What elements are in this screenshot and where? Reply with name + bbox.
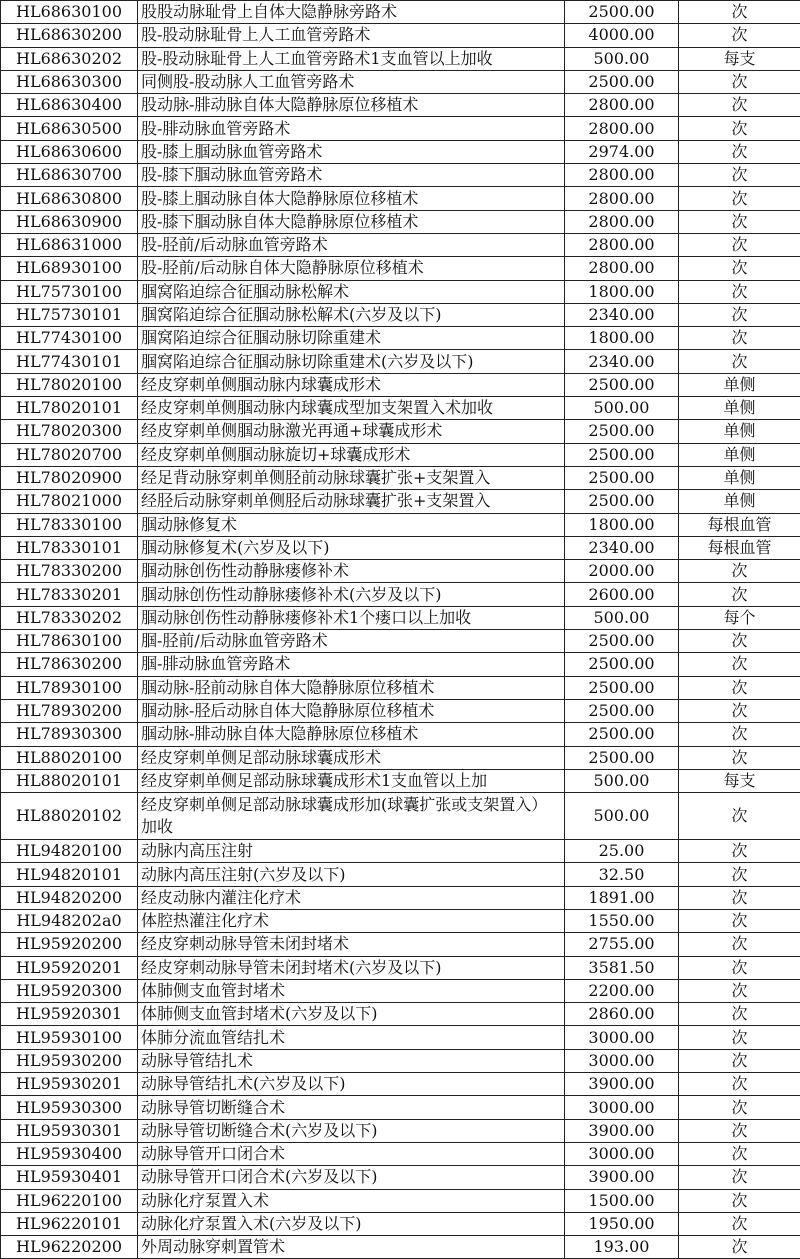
item-unit-cell: 次 [679,956,800,979]
item-unit-cell: 每支 [679,769,800,792]
item-code-cell: HL78020900 [1,466,138,489]
item-price-cell: 2500.00 [565,466,679,489]
item-name-cell: 股-胫前/后动脉血管旁路术 [138,233,565,256]
item-name-cell: 股-股动脉耻骨上人工血管旁路术 [138,24,565,47]
item-code-cell: HL68630800 [1,187,138,210]
item-code-cell: HL78330200 [1,560,138,583]
table-row [1,466,800,489]
item-unit-cell: 次 [679,699,800,722]
item-unit-cell: 次 [679,210,800,233]
item-price-cell: 2800.00 [565,164,679,187]
item-code-cell: HL68630900 [1,210,138,233]
item-unit-cell: 次 [679,1236,800,1259]
table-row [1,653,800,676]
item-code-cell: HL78020100 [1,373,138,396]
item-name-cell: 体肺分流血管结扎术 [138,1026,565,1049]
item-unit-cell: 单侧 [679,490,800,513]
item-unit-cell: 次 [679,1119,800,1142]
item-price-cell: 32.50 [565,863,679,886]
item-price-cell: 2800.00 [565,210,679,233]
item-name-cell: 同侧股-股动脉人工血管旁路术 [138,70,565,93]
item-price-cell: 2500.00 [565,746,679,769]
item-code-cell: HL68630202 [1,47,138,70]
item-price-cell: 2974.00 [565,140,679,163]
item-code-cell: HL95920300 [1,979,138,1002]
item-unit-cell: 次 [679,1073,800,1096]
item-code-cell: HL78020300 [1,420,138,443]
item-unit-cell: 每支 [679,47,800,70]
item-unit-cell: 单侧 [679,373,800,396]
table-row [1,560,800,583]
item-unit-cell: 次 [679,1,800,24]
table-row [1,257,800,280]
item-name-cell: 腘-腓动脉血管旁路术 [138,653,565,676]
item-name-cell: 外周动脉穿刺置管术 [138,1236,565,1259]
table-row [1,746,800,769]
table-row [1,350,800,373]
fee-table-body [1,1,800,1259]
item-price-cell: 4000.00 [565,24,679,47]
table-row [1,1096,800,1119]
table-row [1,583,800,606]
table-row [1,1073,800,1096]
item-price-cell: 193.00 [565,1236,679,1259]
item-code-cell: HL78930300 [1,723,138,746]
item-price-cell: 500.00 [565,47,679,70]
item-unit-cell: 次 [679,1142,800,1165]
item-code-cell: HL78330201 [1,583,138,606]
item-price-cell: 2500.00 [565,373,679,396]
item-unit-cell: 次 [679,723,800,746]
item-name-cell: 腘动脉-胫后动脉自体大隐静脉原位移植术 [138,699,565,722]
item-price-cell: 2500.00 [565,420,679,443]
item-code-cell: HL88020101 [1,769,138,792]
item-name-cell: 动脉导管结扎术(六岁及以下) [138,1073,565,1096]
item-code-cell: HL78330202 [1,606,138,629]
item-name-cell: 股股动脉耻骨上自体大隐静脉旁路术 [138,1,565,24]
item-name-cell: 经皮穿刺单侧腘动脉激光再通+球囊成形术 [138,420,565,443]
item-name-cell: 腘动脉-胫前动脉自体大隐静脉原位移植术 [138,676,565,699]
item-unit-cell: 次 [679,746,800,769]
item-name-cell: 股动脉-腓动脉自体大隐静脉原位移植术 [138,94,565,117]
item-name-cell: 股-胫前/后动脉自体大隐静脉原位移植术 [138,257,565,280]
table-row [1,373,800,396]
item-unit-cell: 次 [679,187,800,210]
item-unit-cell: 次 [679,1049,800,1072]
item-price-cell: 500.00 [565,397,679,420]
item-price-cell: 3000.00 [565,1142,679,1165]
item-name-cell: 经皮穿刺动脉导管未闭封堵术 [138,933,565,956]
item-code-cell: HL95920301 [1,1003,138,1026]
table-row [1,699,800,722]
item-code-cell: HL68630300 [1,70,138,93]
item-code-cell: HL75730101 [1,303,138,326]
table-row [1,630,800,653]
table-row [1,886,800,909]
item-price-cell: 2340.00 [565,536,679,559]
item-unit-cell: 次 [679,24,800,47]
item-unit-cell: 单侧 [679,443,800,466]
item-code-cell: HL96220200 [1,1236,138,1259]
item-unit-cell: 次 [679,233,800,256]
table-row [1,443,800,466]
item-price-cell: 2200.00 [565,979,679,1002]
item-price-cell: 2340.00 [565,350,679,373]
item-unit-cell: 次 [679,676,800,699]
item-price-cell: 2340.00 [565,303,679,326]
item-name-cell: 经皮穿刺单侧足部动脉球囊成形加(球囊扩张或支架置入）加收 [138,793,565,840]
table-row [1,536,800,559]
item-unit-cell: 次 [679,257,800,280]
item-code-cell: HL77430100 [1,327,138,350]
item-name-cell: 腘动脉-腓动脉自体大隐静脉原位移植术 [138,723,565,746]
item-unit-cell: 次 [679,886,800,909]
item-name-cell: 腘-胫前/后动脉血管旁路术 [138,630,565,653]
item-unit-cell: 次 [679,840,800,863]
item-unit-cell: 每根血管 [679,513,800,536]
item-code-cell: HL68630500 [1,117,138,140]
item-name-cell: 腘动脉创伤性动静脉瘘修补术 [138,560,565,583]
item-code-cell: HL95930401 [1,1166,138,1189]
item-name-cell: 经皮穿刺单侧腘动脉旋切+球囊成形术 [138,443,565,466]
item-unit-cell: 次 [679,583,800,606]
item-name-cell: 动脉化疗泵置入术 [138,1189,565,1212]
item-code-cell: HL68630200 [1,24,138,47]
item-price-cell: 2500.00 [565,676,679,699]
item-code-cell: HL88020100 [1,746,138,769]
table-row [1,70,800,93]
item-price-cell: 2755.00 [565,933,679,956]
table-row [1,1003,800,1026]
item-name-cell: 体肺侧支血管封堵术 [138,979,565,1002]
item-name-cell: 动脉导管结扎术 [138,1049,565,1072]
item-unit-cell: 次 [679,94,800,117]
item-code-cell: HL948202a0 [1,909,138,932]
item-price-cell: 2500.00 [565,443,679,466]
item-name-cell: 腘窝陷迫综合征腘动脉松解术 [138,280,565,303]
item-code-cell: HL95930400 [1,1142,138,1165]
item-unit-cell: 次 [679,793,800,840]
item-name-cell: 经皮穿刺单侧足部动脉球囊成形术1支血管以上加 [138,769,565,792]
item-code-cell: HL95930301 [1,1119,138,1142]
item-name-cell: 动脉内高压注射 [138,840,565,863]
item-code-cell: HL68630400 [1,94,138,117]
table-row [1,979,800,1002]
item-unit-cell: 次 [679,70,800,93]
item-price-cell: 2000.00 [565,560,679,583]
item-name-cell: 经皮穿刺动脉导管未闭封堵术(六岁及以下) [138,956,565,979]
table-row [1,47,800,70]
item-name-cell: 经皮动脉内灌注化疗术 [138,886,565,909]
table-row [1,1026,800,1049]
item-code-cell: HL68930100 [1,257,138,280]
table-row [1,490,800,513]
item-code-cell: HL95920201 [1,956,138,979]
item-unit-cell: 次 [679,1096,800,1119]
table-row [1,24,800,47]
item-price-cell: 1550.00 [565,909,679,932]
item-price-cell: 3581.50 [565,956,679,979]
table-row [1,327,800,350]
item-name-cell: 腘窝陷迫综合征腘动脉松解术(六岁及以下) [138,303,565,326]
item-unit-cell: 次 [679,280,800,303]
item-code-cell: HL77430101 [1,350,138,373]
item-code-cell: HL78630100 [1,630,138,653]
item-code-cell: HL78630200 [1,653,138,676]
item-unit-cell: 次 [679,1003,800,1026]
item-code-cell: HL95930201 [1,1073,138,1096]
item-code-cell: HL95920200 [1,933,138,956]
item-code-cell: HL94820100 [1,840,138,863]
table-row [1,933,800,956]
item-name-cell: 经皮穿刺单侧腘动脉内球囊成形术 [138,373,565,396]
table-row [1,1142,800,1165]
item-name-cell: 股-膝下腘动脉血管旁路术 [138,164,565,187]
table-row [1,140,800,163]
item-price-cell: 2500.00 [565,630,679,653]
table-row [1,117,800,140]
item-code-cell: HL75730100 [1,280,138,303]
item-name-cell: 股-腓动脉血管旁路术 [138,117,565,140]
item-code-cell: HL95930100 [1,1026,138,1049]
item-unit-cell: 每根血管 [679,536,800,559]
item-unit-cell: 次 [679,979,800,1002]
item-name-cell: 经足背动脉穿刺单侧胫前动脉球囊扩张+支架置入 [138,466,565,489]
item-unit-cell: 次 [679,164,800,187]
item-price-cell: 3900.00 [565,1119,679,1142]
table-row [1,606,800,629]
item-price-cell: 2800.00 [565,94,679,117]
table-row [1,1212,800,1235]
item-unit-cell: 次 [679,560,800,583]
table-row [1,840,800,863]
item-name-cell: 动脉导管开口闭合术 [138,1142,565,1165]
item-unit-cell: 次 [679,117,800,140]
item-price-cell: 3900.00 [565,1073,679,1096]
item-price-cell: 25.00 [565,840,679,863]
table-row [1,1119,800,1142]
item-price-cell: 1891.00 [565,886,679,909]
item-name-cell: 腘窝陷迫综合征腘动脉切除重建术 [138,327,565,350]
item-name-cell: 股-膝上腘动脉自体大隐静脉原位移植术 [138,187,565,210]
item-unit-cell: 次 [679,1026,800,1049]
item-unit-cell: 次 [679,909,800,932]
table-row [1,420,800,443]
item-unit-cell: 次 [679,1166,800,1189]
item-code-cell: HL78930100 [1,676,138,699]
item-unit-cell: 单侧 [679,420,800,443]
item-name-cell: 股-膝下腘动脉自体大隐静脉原位移植术 [138,210,565,233]
item-price-cell: 500.00 [565,769,679,792]
item-unit-cell: 次 [679,1189,800,1212]
item-name-cell: 腘窝陷迫综合征腘动脉切除重建术(六岁及以下) [138,350,565,373]
item-name-cell: 体肺侧支血管封堵术(六岁及以下) [138,1003,565,1026]
table-row [1,909,800,932]
item-name-cell: 经皮穿刺单侧足部动脉球囊成形术 [138,746,565,769]
item-price-cell: 1500.00 [565,1189,679,1212]
item-code-cell: HL68631000 [1,233,138,256]
table-row [1,187,800,210]
item-unit-cell: 次 [679,933,800,956]
table-row [1,233,800,256]
table-row [1,769,800,792]
item-price-cell: 2500.00 [565,653,679,676]
item-price-cell: 2500.00 [565,490,679,513]
table-row [1,723,800,746]
item-price-cell: 2800.00 [565,117,679,140]
item-unit-cell: 次 [679,1212,800,1235]
item-price-cell: 2500.00 [565,699,679,722]
item-unit-cell: 次 [679,303,800,326]
table-row [1,676,800,699]
table-row [1,1236,800,1259]
table-row [1,1049,800,1072]
item-name-cell: 动脉导管切断缝合术 [138,1096,565,1119]
item-unit-cell: 次 [679,653,800,676]
table-row [1,793,800,840]
table-row [1,210,800,233]
item-price-cell: 2860.00 [565,1003,679,1026]
item-code-cell: HL68630100 [1,1,138,24]
item-unit-cell: 次 [679,327,800,350]
item-price-cell: 2500.00 [565,70,679,93]
item-price-cell: 2800.00 [565,233,679,256]
item-code-cell: HL78930200 [1,699,138,722]
item-name-cell: 动脉内高压注射(六岁及以下) [138,863,565,886]
item-name-cell: 腘动脉修复术 [138,513,565,536]
item-name-cell: 腘动脉创伤性动静脉瘘修补术1个瘘口以上加收 [138,606,565,629]
item-code-cell: HL78020101 [1,397,138,420]
item-code-cell: HL78020700 [1,443,138,466]
item-name-cell: 动脉导管开口闭合术(六岁及以下) [138,1166,565,1189]
item-name-cell: 动脉化疗泵置入术(六岁及以下) [138,1212,565,1235]
item-price-cell: 2800.00 [565,257,679,280]
item-name-cell: 腘动脉创伤性动静脉瘘修补术(六岁及以下) [138,583,565,606]
item-code-cell: HL78021000 [1,490,138,513]
table-row [1,956,800,979]
item-unit-cell: 次 [679,630,800,653]
item-code-cell: HL96220100 [1,1189,138,1212]
table-row [1,94,800,117]
item-price-cell: 3000.00 [565,1026,679,1049]
item-name-cell: 股-膝上腘动脉血管旁路术 [138,140,565,163]
item-name-cell: 股-股动脉耻骨上人工血管旁路术1支血管以上加收 [138,47,565,70]
item-code-cell: HL78330101 [1,536,138,559]
item-price-cell: 1800.00 [565,327,679,350]
item-name-cell: 经皮穿刺单侧腘动脉内球囊成型加支架置入术加收 [138,397,565,420]
item-unit-cell: 次 [679,350,800,373]
item-price-cell: 1950.00 [565,1212,679,1235]
item-code-cell: HL94820200 [1,886,138,909]
table-row [1,1166,800,1189]
table-row [1,280,800,303]
item-unit-cell: 单侧 [679,466,800,489]
item-price-cell: 3900.00 [565,1166,679,1189]
item-unit-cell: 次 [679,863,800,886]
item-code-cell: HL78330100 [1,513,138,536]
table-row [1,397,800,420]
item-code-cell: HL68630600 [1,140,138,163]
item-price-cell: 3000.00 [565,1096,679,1119]
item-name-cell: 动脉导管切断缝合术(六岁及以下) [138,1119,565,1142]
item-price-cell: 1800.00 [565,513,679,536]
item-price-cell: 500.00 [565,793,679,840]
table-row [1,1189,800,1212]
item-unit-cell: 次 [679,140,800,163]
item-code-cell: HL95930300 [1,1096,138,1119]
item-price-cell: 3000.00 [565,1049,679,1072]
item-name-cell: 腘动脉修复术(六岁及以下) [138,536,565,559]
item-price-cell: 2500.00 [565,723,679,746]
item-code-cell: HL94820101 [1,863,138,886]
item-name-cell: 经胫后动脉穿刺单侧胫后动脉球囊扩张+支架置入 [138,490,565,513]
item-code-cell: HL96220101 [1,1212,138,1235]
item-code-cell: HL88020102 [1,793,138,840]
item-unit-cell: 单侧 [679,397,800,420]
table-row [1,863,800,886]
item-code-cell: HL95930200 [1,1049,138,1072]
item-unit-cell: 每个 [679,606,800,629]
item-name-cell: 体腔热灌注化疗术 [138,909,565,932]
table-row [1,1,800,24]
item-price-cell: 500.00 [565,606,679,629]
table-row [1,303,800,326]
table-row [1,164,800,187]
item-code-cell: HL68630700 [1,164,138,187]
item-price-cell: 2600.00 [565,583,679,606]
item-price-cell: 2500.00 [565,1,679,24]
item-price-cell: 2800.00 [565,187,679,210]
table-row [1,513,800,536]
item-price-cell: 1800.00 [565,280,679,303]
